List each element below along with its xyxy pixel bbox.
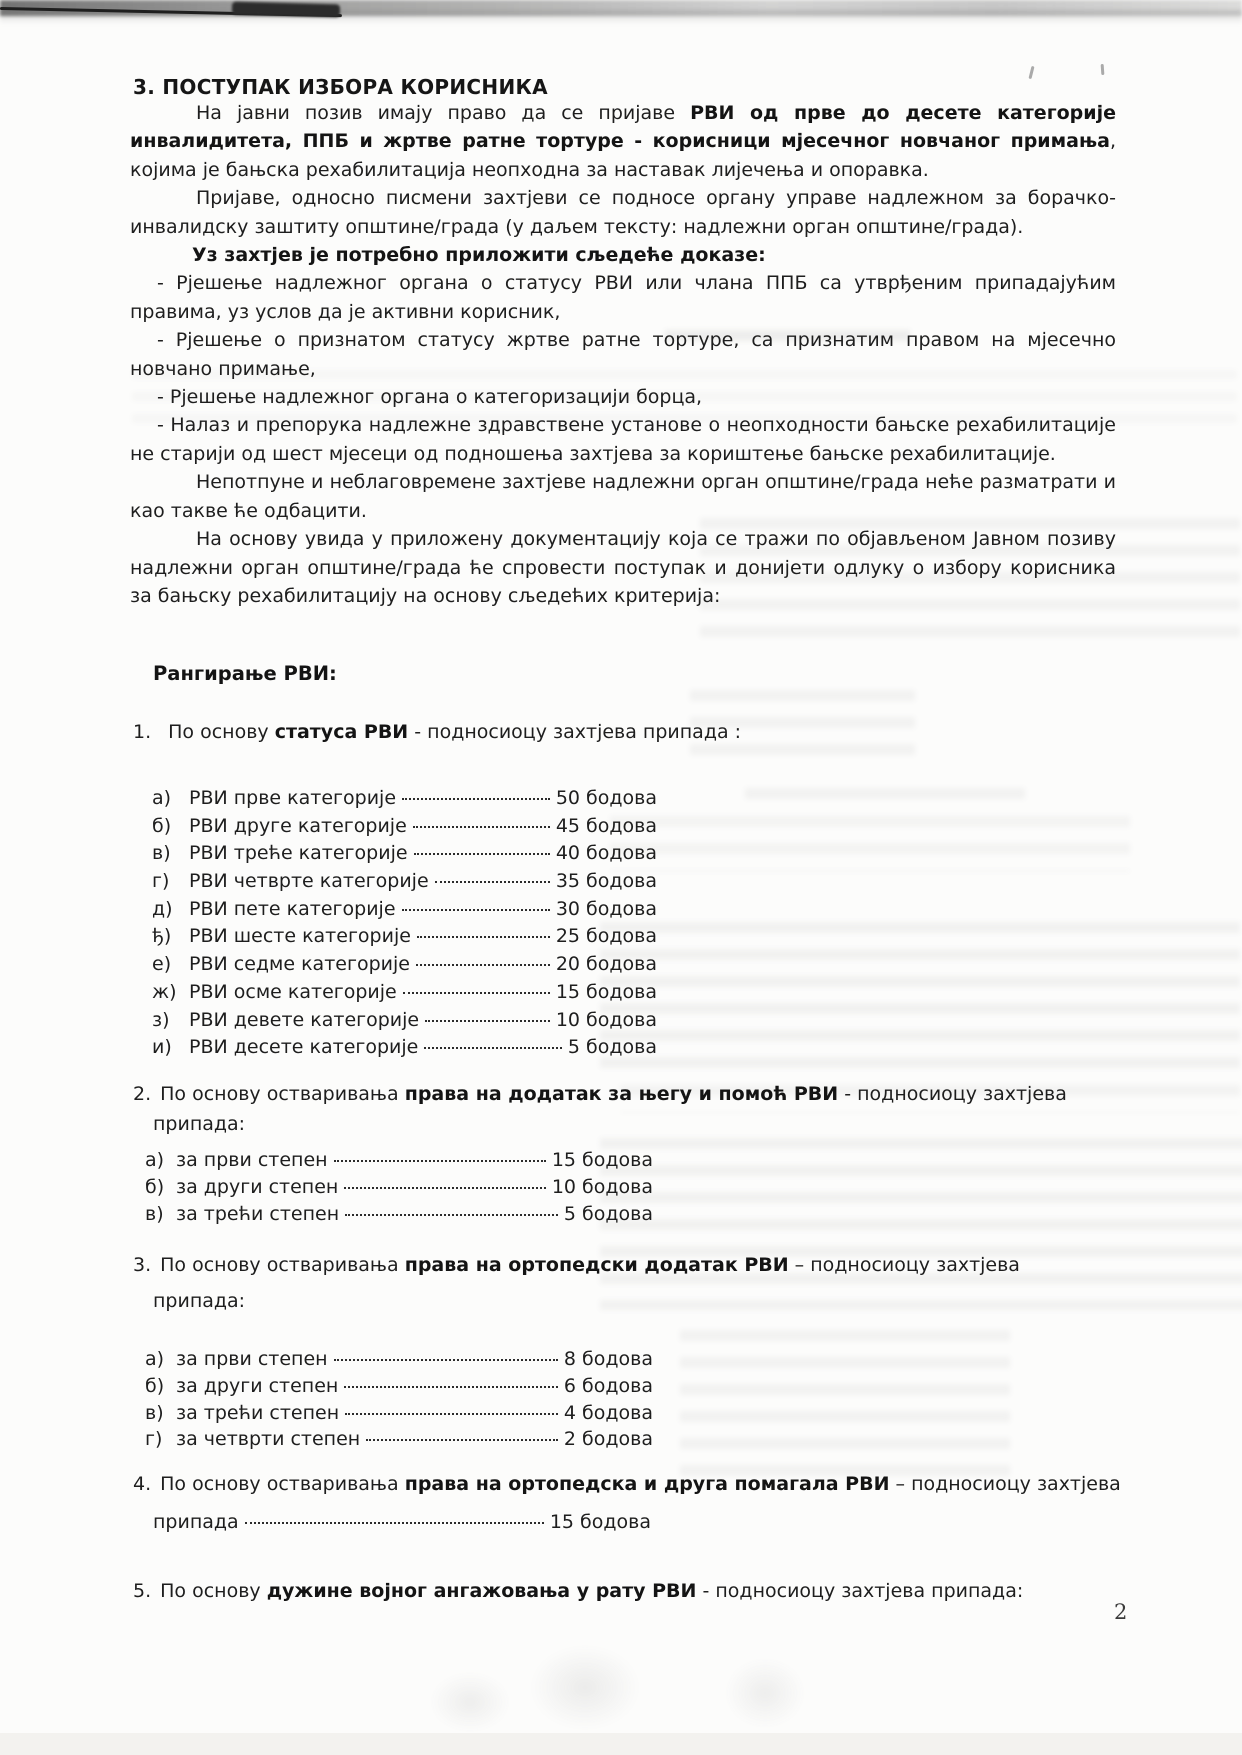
item-label: за први степен (176, 1348, 328, 1370)
document-title: 3. ПОСТУПАК ИЗБОРА КОРИСНИКА (133, 75, 548, 100)
item-points: 50 бодова (555, 787, 657, 809)
item-points: 20 бодова (555, 953, 657, 976)
score-item (145, 1172, 653, 1199)
paragraph (130, 383, 1116, 411)
section-intro-text (160, 1079, 1067, 1109)
paragraph (130, 411, 1116, 468)
item-label: припада (153, 1511, 239, 1533)
item-letter: б) (152, 814, 172, 837)
score-items (152, 783, 1123, 1060)
score-item (152, 977, 657, 1005)
dot-leader (345, 1413, 558, 1415)
ranking-section-3 (133, 1250, 1123, 1451)
item-letter: а) (145, 1149, 165, 1171)
item-label: за други степен (176, 1374, 339, 1397)
dot-leader (345, 1214, 558, 1216)
item-points: 5 бодова (563, 1202, 653, 1225)
section-intro (133, 717, 1123, 747)
dot-leader (334, 1160, 546, 1162)
paragraph (130, 468, 1116, 525)
text: По основу остваривања (160, 1083, 405, 1105)
item-label: за први степен (176, 1149, 328, 1171)
item-letter: а) (145, 1348, 165, 1370)
item-points: 35 бодова (555, 870, 657, 893)
item-points: 10 бодова (551, 1175, 653, 1198)
score-item (152, 838, 657, 866)
score-item (152, 1005, 657, 1033)
item-label: РВИ прве категорије (189, 787, 397, 809)
score-item (152, 949, 657, 977)
ranking-section-1 (133, 717, 1123, 1060)
score-item (152, 866, 657, 894)
paragraph (130, 99, 1116, 184)
item-letter: г) (152, 870, 170, 893)
text: - Налаз и препорука надлежне здравствене установе о неопходности бањске рехабилитације не старији од шест мјесеци од подношења захтјева за кориштење бањске рехабилитације. (130, 414, 1116, 465)
text: Пријаве, односно писмени захтјеви се подносе органу управе надлежном за борачко-инвалидску заштиту општине/града (у даљем тексту: надлежни орган општине/града). (130, 187, 1116, 238)
item-points: 15 бодова (551, 1149, 653, 1171)
text: На основу увида у приложену документацију која се тражи по објављеном Јавном позиву надлежни орган општине/града ће спровести поступак и донијети одлуку о избору корисника за бањску рехабилитацију на основу сљедећих критерија: (130, 528, 1116, 607)
text: , којима је бањска рехабилитација неопходна за наставак лијечења и опоравка. (130, 130, 1116, 181)
ranking-heading: Рангирање РВИ: (153, 662, 337, 685)
score-item (145, 1398, 653, 1425)
section-intro-text (168, 717, 741, 747)
item-label: РВИ четврте категорије (189, 870, 429, 893)
dot-leader (425, 1020, 550, 1022)
dot-leader (424, 1047, 562, 1049)
dot-leader (435, 881, 550, 883)
item-label: РВИ треће категорије (189, 842, 408, 865)
dot-leader (402, 798, 550, 800)
score-item (152, 921, 657, 949)
scan-mark-2 (1101, 64, 1105, 75)
dot-leader (417, 936, 550, 938)
paragraph (130, 184, 1116, 241)
bold-text: РВИ од прве до десете категорије инвалидитета, ППБ и жртве ратне тортуре - корисници мјесечног новчаног примања (130, 102, 1116, 153)
score-item (152, 783, 657, 811)
dot-leader (245, 1522, 544, 1524)
bleed-through-stamp (430, 1672, 510, 1732)
item-letter: а) (152, 787, 172, 809)
item-label: РВИ шесте категорије (189, 925, 411, 948)
item-letter: г) (145, 1428, 163, 1451)
section-intro (133, 1079, 1123, 1109)
text: На јавни позив имају право да се пријаве (196, 102, 691, 124)
dot-leader (334, 1359, 558, 1361)
item-label: РВИ десете категорије (189, 1036, 419, 1059)
score-item (153, 1507, 651, 1535)
item-points: 30 бодова (555, 897, 657, 920)
item-letter: в) (152, 842, 171, 865)
score-item (145, 1371, 653, 1398)
bold-text: права на ортопедски додатак РВИ (404, 1254, 789, 1276)
text: По основу (168, 721, 275, 743)
text: - подносиоцу захтјева припада: (696, 1580, 1024, 1602)
text: - Рјешење о признатом статусу жртве ратне тортуре, са признатим правом на мјесечно новчано примање, (130, 329, 1116, 380)
item-label: за четврти степен (176, 1428, 361, 1451)
text: – подносиоцу захтјева (788, 1254, 1020, 1276)
score-item (145, 1424, 653, 1451)
bleed-through-stamp (530, 1645, 640, 1730)
item-points: 5 бодова (567, 1036, 657, 1059)
dot-leader (344, 1386, 558, 1388)
item-letter: ђ) (152, 925, 172, 948)
item-letter: и) (152, 1036, 172, 1059)
item-label: РВИ пете категорије (189, 897, 396, 920)
text: - подносиоцу захтјева припада : (408, 721, 742, 743)
section-intro-text (160, 1250, 1020, 1280)
ranking-section-4 (133, 1469, 1123, 1535)
item-label: РВИ девете категорије (189, 1008, 420, 1031)
item-letter: е) (152, 953, 172, 976)
item-points: 25 бодова (555, 925, 657, 948)
item-label: за други степен (176, 1175, 339, 1198)
item-points: 40 бодова (555, 842, 657, 865)
text: По основу (160, 1580, 267, 1602)
item-points: 4 бодова (563, 1401, 653, 1424)
dot-leader (366, 1439, 558, 1441)
section-intro (133, 1576, 1123, 1606)
dot-leader (403, 992, 550, 994)
bold-text: права на ортопедска и друга помагала РВИ (404, 1473, 890, 1495)
item-points: 15 бодова (549, 1511, 651, 1533)
section-number: 4. (133, 1473, 152, 1495)
dot-leader (402, 909, 550, 911)
bleed-through-stamp (725, 1658, 805, 1728)
score-item (145, 1145, 653, 1172)
item-label: РВИ седме категорије (189, 953, 410, 976)
ranking-section-5 (133, 1576, 1123, 1606)
score-item (152, 894, 657, 922)
scan-artifact-top-blob (232, 2, 340, 18)
item-points: 8 бодова (563, 1348, 653, 1370)
item-points: 45 бодова (555, 814, 657, 837)
item-letter: в) (145, 1202, 164, 1225)
text: Непотпуне и неблаговремене захтјеве надлежни орган општине/града неће разматрати и као такве ће одбацити. (130, 471, 1116, 522)
item-points: 15 бодова (555, 980, 657, 1003)
ranking-section-2 (133, 1079, 1123, 1225)
item-label: РВИ друге категорије (189, 814, 407, 837)
section-intro (133, 1250, 1123, 1280)
paragraph (130, 525, 1116, 610)
score-item (145, 1199, 653, 1226)
item-points: 10 бодова (555, 1008, 657, 1031)
text: По основу остваривања (160, 1473, 405, 1495)
text: - подносиоцу захтјева (838, 1083, 1067, 1105)
dot-leader (416, 964, 550, 966)
text: – подносиоцу захтјева (889, 1473, 1121, 1495)
section-intro-line2: припада: (153, 1113, 246, 1135)
item-letter: д) (152, 897, 173, 920)
paragraph (130, 269, 1116, 326)
section-intro-text (160, 1576, 1023, 1606)
section-intro-line2: припада: (153, 1290, 246, 1312)
text: По основу остваривања (160, 1254, 405, 1276)
score-item (152, 1032, 657, 1060)
item-label: за трећи степен (176, 1202, 340, 1225)
section-number: 2. (133, 1083, 152, 1105)
score-item (152, 811, 657, 839)
text: - Рјешење надлежног органа о категоризацији борца, (157, 386, 703, 409)
scan-artifact-bottom-strip (0, 1733, 1242, 1755)
item-letter: б) (145, 1175, 165, 1198)
score-items (145, 1145, 1123, 1225)
score-item (145, 1344, 653, 1371)
section-number: 5. (133, 1580, 152, 1602)
item-label: РВИ осме категорије (189, 980, 397, 1003)
item-label: за трећи степен (176, 1401, 340, 1424)
bold-text: дужине војног ангажовања у рату РВИ (266, 1580, 697, 1602)
dot-leader (414, 853, 550, 855)
bold-text: статуса РВИ (274, 721, 409, 743)
section-intro-text (160, 1469, 1121, 1499)
section-number: 1. (133, 721, 152, 743)
text: Уз захтјев је потребно приложити сљедеће доказе: (192, 244, 766, 267)
item-points: 2 бодова (563, 1428, 653, 1451)
item-letter: ж) (152, 980, 177, 1003)
page-number: 2 (1114, 1600, 1128, 1624)
item-points: 6 бодова (563, 1374, 653, 1397)
dot-leader (344, 1187, 545, 1189)
dot-leader (413, 826, 550, 828)
section-intro (133, 1469, 1123, 1499)
section-number: 3. (133, 1254, 152, 1276)
scan-mark-1 (1028, 66, 1034, 79)
item-letter: в) (145, 1401, 164, 1424)
score-items (145, 1344, 1123, 1451)
bold-text: права на додатак за његу и помоћ РВИ (404, 1083, 839, 1105)
body-paragraphs (130, 99, 1116, 610)
paragraph (130, 241, 1116, 269)
item-letter: б) (145, 1374, 165, 1397)
text: - Рјешење надлежног органа о статусу РВИ или члана ППБ са утврђеним припадајућим правима, уз услов да је активни корисник, (130, 272, 1116, 323)
item-letter: з) (152, 1008, 170, 1031)
paragraph (130, 326, 1116, 383)
